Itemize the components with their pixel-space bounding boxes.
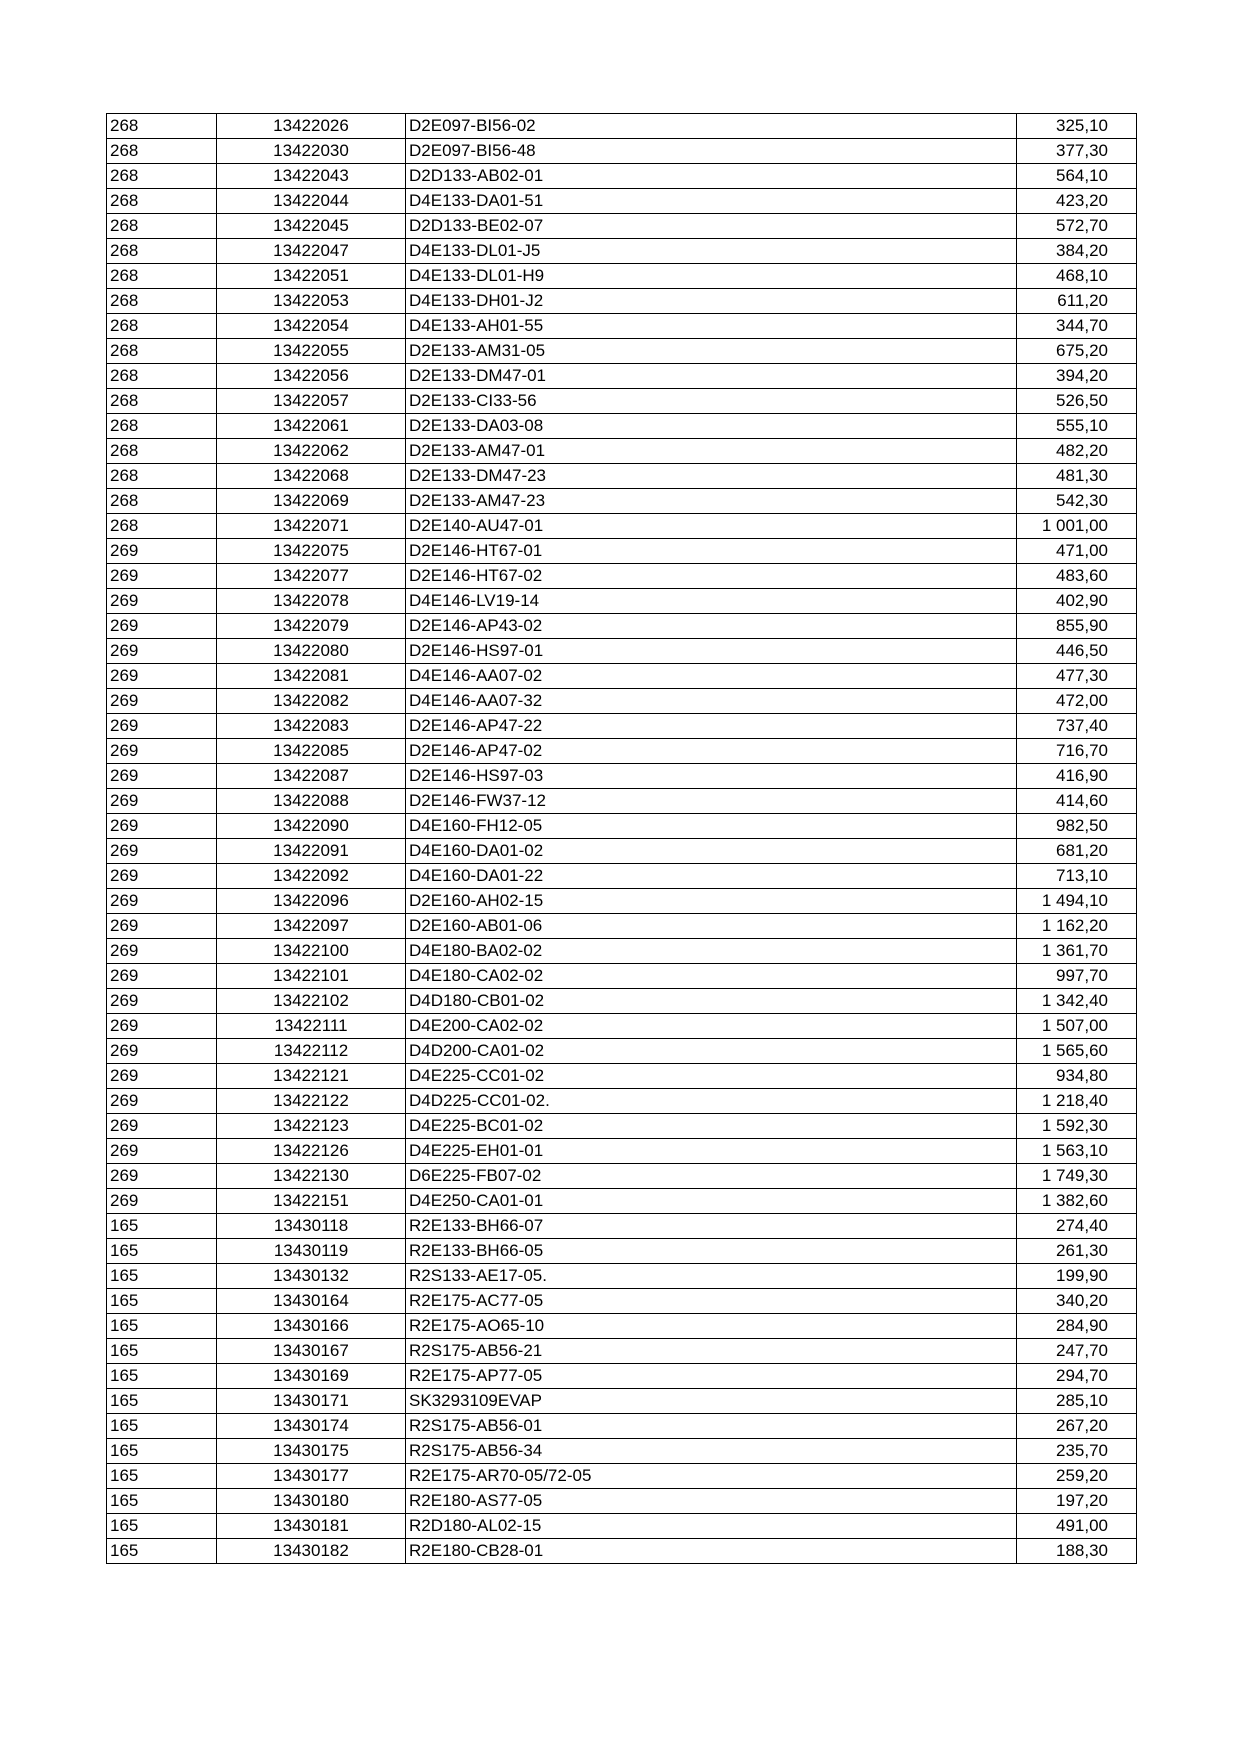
article-number-cell: 13422130 <box>217 1164 406 1189</box>
table-row <box>107 1114 1137 1139</box>
group-code-cell: 269 <box>107 789 217 814</box>
price-cell: 446,50 <box>1017 639 1137 664</box>
price-cell: 1 001,00 <box>1017 514 1137 539</box>
reference-cell: D4D200-CA01-02 <box>406 1039 1017 1064</box>
table-row <box>107 114 1137 139</box>
table-row <box>107 1239 1137 1264</box>
price-cell: 716,70 <box>1017 739 1137 764</box>
reference-cell: D4E200-CA02-02 <box>406 1014 1017 1039</box>
group-code-cell: 269 <box>107 1089 217 1114</box>
table-row <box>107 764 1137 789</box>
group-code-cell: 268 <box>107 314 217 339</box>
table-row <box>107 639 1137 664</box>
group-code-cell: 269 <box>107 564 217 589</box>
article-number-cell: 13430169 <box>217 1364 406 1389</box>
table-row <box>107 939 1137 964</box>
price-cell: 997,70 <box>1017 964 1137 989</box>
article-number-cell: 13430166 <box>217 1314 406 1339</box>
group-code-cell: 268 <box>107 239 217 264</box>
group-code-cell: 269 <box>107 714 217 739</box>
table-row <box>107 1314 1137 1339</box>
table-row <box>107 789 1137 814</box>
price-cell: 384,20 <box>1017 239 1137 264</box>
table-row <box>107 514 1137 539</box>
reference-cell: R2E175-AP77-05 <box>406 1364 1017 1389</box>
article-number-cell: 13422097 <box>217 914 406 939</box>
table-row <box>107 1414 1137 1439</box>
table-row <box>107 314 1137 339</box>
table-row <box>107 1164 1137 1189</box>
price-cell: 1 494,10 <box>1017 889 1137 914</box>
reference-cell: D4E133-DA01-51 <box>406 189 1017 214</box>
reference-cell: D4E146-AA07-32 <box>406 689 1017 714</box>
price-cell: 259,20 <box>1017 1464 1137 1489</box>
article-number-cell: 13422055 <box>217 339 406 364</box>
price-cell: 1 749,30 <box>1017 1164 1137 1189</box>
price-cell: 675,20 <box>1017 339 1137 364</box>
group-code-cell: 165 <box>107 1239 217 1264</box>
group-code-cell: 268 <box>107 164 217 189</box>
table-row <box>107 414 1137 439</box>
group-code-cell: 269 <box>107 689 217 714</box>
group-code-cell: 268 <box>107 514 217 539</box>
price-cell: 235,70 <box>1017 1439 1137 1464</box>
article-number-cell: 13422068 <box>217 464 406 489</box>
table-row <box>107 464 1137 489</box>
reference-cell: D4E160-DA01-02 <box>406 839 1017 864</box>
group-code-cell: 165 <box>107 1514 217 1539</box>
reference-cell: R2S175-AB56-34 <box>406 1439 1017 1464</box>
table-row <box>107 839 1137 864</box>
reference-cell: D4D225-CC01-02. <box>406 1089 1017 1114</box>
group-code-cell: 269 <box>107 539 217 564</box>
group-code-cell: 165 <box>107 1214 217 1239</box>
reference-cell: D2E146-AP47-02 <box>406 739 1017 764</box>
group-code-cell: 269 <box>107 939 217 964</box>
article-number-cell: 13422062 <box>217 439 406 464</box>
article-number-cell: 13422043 <box>217 164 406 189</box>
article-number-cell: 13422047 <box>217 239 406 264</box>
price-cell: 340,20 <box>1017 1289 1137 1314</box>
table-row <box>107 664 1137 689</box>
table-row <box>107 589 1137 614</box>
price-cell: 468,10 <box>1017 264 1137 289</box>
price-cell: 737,40 <box>1017 714 1137 739</box>
table-row <box>107 339 1137 364</box>
reference-cell: D4E146-AA07-02 <box>406 664 1017 689</box>
article-number-cell: 13422083 <box>217 714 406 739</box>
reference-cell: R2E133-BH66-07 <box>406 1214 1017 1239</box>
price-cell: 483,60 <box>1017 564 1137 589</box>
table-row <box>107 1339 1137 1364</box>
reference-cell: D2E133-CI33-56 <box>406 389 1017 414</box>
article-number-cell: 13422069 <box>217 489 406 514</box>
article-number-cell: 13422091 <box>217 839 406 864</box>
article-number-cell: 13422100 <box>217 939 406 964</box>
article-number-cell: 13422078 <box>217 589 406 614</box>
price-cell: 247,70 <box>1017 1339 1137 1364</box>
article-number-cell: 13430181 <box>217 1514 406 1539</box>
reference-cell: R2E133-BH66-05 <box>406 1239 1017 1264</box>
article-number-cell: 13422092 <box>217 864 406 889</box>
article-number-cell: 13422111 <box>217 1014 406 1039</box>
price-cell: 416,90 <box>1017 764 1137 789</box>
table-row <box>107 1264 1137 1289</box>
table-row <box>107 389 1137 414</box>
reference-cell: R2E180-AS77-05 <box>406 1489 1017 1514</box>
price-cell: 1 507,00 <box>1017 1014 1137 1039</box>
group-code-cell: 269 <box>107 889 217 914</box>
group-code-cell: 269 <box>107 589 217 614</box>
table-row <box>107 1389 1137 1414</box>
group-code-cell: 268 <box>107 414 217 439</box>
article-number-cell: 13422101 <box>217 964 406 989</box>
table-row <box>107 489 1137 514</box>
table-row <box>107 139 1137 164</box>
reference-cell: R2S175-AB56-01 <box>406 1414 1017 1439</box>
group-code-cell: 269 <box>107 1039 217 1064</box>
group-code-cell: 268 <box>107 364 217 389</box>
article-number-cell: 13430171 <box>217 1389 406 1414</box>
table-row <box>107 1139 1137 1164</box>
price-cell: 423,20 <box>1017 189 1137 214</box>
article-number-cell: 13422102 <box>217 989 406 1014</box>
reference-cell: D4E225-BC01-02 <box>406 1114 1017 1139</box>
article-number-cell: 13430119 <box>217 1239 406 1264</box>
group-code-cell: 269 <box>107 964 217 989</box>
reference-cell: R2S175-AB56-21 <box>406 1339 1017 1364</box>
reference-cell: D4E225-EH01-01 <box>406 1139 1017 1164</box>
price-cell: 1 361,70 <box>1017 939 1137 964</box>
article-number-cell: 13422082 <box>217 689 406 714</box>
table-row <box>107 364 1137 389</box>
reference-cell: D4E160-DA01-22 <box>406 864 1017 889</box>
price-cell: 491,00 <box>1017 1514 1137 1539</box>
table-row <box>107 1514 1137 1539</box>
table-row <box>107 714 1137 739</box>
group-code-cell: 269 <box>107 1139 217 1164</box>
reference-cell: D4E225-CC01-02 <box>406 1064 1017 1089</box>
table-row <box>107 989 1137 1014</box>
reference-cell: D4D180-CB01-02 <box>406 989 1017 1014</box>
price-cell: 267,20 <box>1017 1414 1137 1439</box>
article-number-cell: 13422044 <box>217 189 406 214</box>
reference-cell: D4E146-LV19-14 <box>406 589 1017 614</box>
article-number-cell: 13430132 <box>217 1264 406 1289</box>
price-cell: 197,20 <box>1017 1489 1137 1514</box>
price-cell: 402,90 <box>1017 589 1137 614</box>
group-code-cell: 268 <box>107 389 217 414</box>
reference-cell: D4E160-FH12-05 <box>406 814 1017 839</box>
price-cell: 1 565,60 <box>1017 1039 1137 1064</box>
table-row <box>107 1189 1137 1214</box>
group-code-cell: 269 <box>107 839 217 864</box>
price-cell: 482,20 <box>1017 439 1137 464</box>
group-code-cell: 165 <box>107 1264 217 1289</box>
table-row <box>107 1439 1137 1464</box>
group-code-cell: 269 <box>107 614 217 639</box>
article-number-cell: 13422056 <box>217 364 406 389</box>
group-code-cell: 165 <box>107 1414 217 1439</box>
price-cell: 294,70 <box>1017 1364 1137 1389</box>
group-code-cell: 268 <box>107 439 217 464</box>
table-row <box>107 1214 1137 1239</box>
price-cell: 377,30 <box>1017 139 1137 164</box>
article-number-cell: 13430167 <box>217 1339 406 1364</box>
group-code-cell: 165 <box>107 1464 217 1489</box>
reference-cell: D2E146-HT67-01 <box>406 539 1017 564</box>
article-number-cell: 13430175 <box>217 1439 406 1464</box>
price-cell: 261,30 <box>1017 1239 1137 1264</box>
reference-cell: R2S133-AE17-05. <box>406 1264 1017 1289</box>
article-number-cell: 13422026 <box>217 114 406 139</box>
reference-cell: R2D180-AL02-15 <box>406 1514 1017 1539</box>
reference-cell: D4E133-DH01-J2 <box>406 289 1017 314</box>
article-number-cell: 13422085 <box>217 739 406 764</box>
article-number-cell: 13422096 <box>217 889 406 914</box>
table-row <box>107 1039 1137 1064</box>
price-cell: 934,80 <box>1017 1064 1137 1089</box>
price-cell: 284,90 <box>1017 1314 1137 1339</box>
article-number-cell: 13422088 <box>217 789 406 814</box>
group-code-cell: 268 <box>107 289 217 314</box>
reference-cell: D2E133-DM47-23 <box>406 464 1017 489</box>
article-number-cell: 13422045 <box>217 214 406 239</box>
table-row <box>107 1489 1137 1514</box>
article-number-cell: 13422151 <box>217 1189 406 1214</box>
article-number-cell: 13430177 <box>217 1464 406 1489</box>
price-cell: 555,10 <box>1017 414 1137 439</box>
price-cell: 394,20 <box>1017 364 1137 389</box>
table-row <box>107 1014 1137 1039</box>
price-cell: 713,10 <box>1017 864 1137 889</box>
reference-cell: D6E225-FB07-02 <box>406 1164 1017 1189</box>
reference-cell: D4E180-BA02-02 <box>406 939 1017 964</box>
article-number-cell: 13430164 <box>217 1289 406 1314</box>
reference-cell: D2D133-AB02-01 <box>406 164 1017 189</box>
price-cell: 414,60 <box>1017 789 1137 814</box>
reference-cell: D2E133-DA03-08 <box>406 414 1017 439</box>
price-cell: 572,70 <box>1017 214 1137 239</box>
price-cell: 477,30 <box>1017 664 1137 689</box>
reference-cell: D4E250-CA01-01 <box>406 1189 1017 1214</box>
article-number-cell: 13430180 <box>217 1489 406 1514</box>
article-number-cell: 13422121 <box>217 1064 406 1089</box>
table-row <box>107 739 1137 764</box>
article-number-cell: 13422061 <box>217 414 406 439</box>
table-row <box>107 1089 1137 1114</box>
price-cell: 188,30 <box>1017 1539 1137 1564</box>
price-cell: 274,40 <box>1017 1214 1137 1239</box>
reference-cell: R2E175-AO65-10 <box>406 1314 1017 1339</box>
price-cell: 681,20 <box>1017 839 1137 864</box>
price-cell: 285,10 <box>1017 1389 1137 1414</box>
reference-cell: D2D133-BE02-07 <box>406 214 1017 239</box>
reference-cell: SK3293109EVAP <box>406 1389 1017 1414</box>
group-code-cell: 268 <box>107 114 217 139</box>
group-code-cell: 269 <box>107 1114 217 1139</box>
table-row <box>107 964 1137 989</box>
table-row <box>107 914 1137 939</box>
article-number-cell: 13422053 <box>217 289 406 314</box>
group-code-cell: 269 <box>107 864 217 889</box>
article-number-cell: 13422079 <box>217 614 406 639</box>
article-number-cell: 13422087 <box>217 764 406 789</box>
price-cell: 1 592,30 <box>1017 1114 1137 1139</box>
article-number-cell: 13422090 <box>217 814 406 839</box>
article-number-cell: 13422030 <box>217 139 406 164</box>
article-number-cell: 13430118 <box>217 1214 406 1239</box>
group-code-cell: 268 <box>107 489 217 514</box>
table-row <box>107 1539 1137 1564</box>
reference-cell: D2E097-BI56-02 <box>406 114 1017 139</box>
price-cell: 1 382,60 <box>1017 1189 1137 1214</box>
reference-cell: D4E133-DL01-H9 <box>406 264 1017 289</box>
group-code-cell: 268 <box>107 464 217 489</box>
group-code-cell: 269 <box>107 639 217 664</box>
article-number-cell: 13422123 <box>217 1114 406 1139</box>
reference-cell: D2E146-HS97-01 <box>406 639 1017 664</box>
table-row <box>107 214 1137 239</box>
price-cell: 199,90 <box>1017 1264 1137 1289</box>
price-cell: 472,00 <box>1017 689 1137 714</box>
reference-cell: D2E140-AU47-01 <box>406 514 1017 539</box>
price-cell: 471,00 <box>1017 539 1137 564</box>
reference-cell: D2E146-FW37-12 <box>406 789 1017 814</box>
reference-cell: D4E133-DL01-J5 <box>406 239 1017 264</box>
reference-cell: D2E146-HS97-03 <box>406 764 1017 789</box>
price-cell: 481,30 <box>1017 464 1137 489</box>
article-number-cell: 13422054 <box>217 314 406 339</box>
price-cell: 344,70 <box>1017 314 1137 339</box>
price-cell: 982,50 <box>1017 814 1137 839</box>
group-code-cell: 269 <box>107 814 217 839</box>
group-code-cell: 165 <box>107 1314 217 1339</box>
group-code-cell: 269 <box>107 1014 217 1039</box>
price-table <box>106 113 1137 1564</box>
article-number-cell: 13430182 <box>217 1539 406 1564</box>
group-code-cell: 165 <box>107 1539 217 1564</box>
reference-cell: R2E180-CB28-01 <box>406 1539 1017 1564</box>
table-row <box>107 689 1137 714</box>
price-cell: 1 162,20 <box>1017 914 1137 939</box>
price-cell: 1 218,40 <box>1017 1089 1137 1114</box>
group-code-cell: 268 <box>107 189 217 214</box>
group-code-cell: 269 <box>107 1164 217 1189</box>
group-code-cell: 269 <box>107 989 217 1014</box>
price-cell: 526,50 <box>1017 389 1137 414</box>
price-cell: 325,10 <box>1017 114 1137 139</box>
group-code-cell: 165 <box>107 1339 217 1364</box>
article-number-cell: 13422080 <box>217 639 406 664</box>
table-row <box>107 814 1137 839</box>
table-row <box>107 564 1137 589</box>
table-row <box>107 1289 1137 1314</box>
group-code-cell: 269 <box>107 1189 217 1214</box>
article-number-cell: 13422126 <box>217 1139 406 1164</box>
price-cell: 564,10 <box>1017 164 1137 189</box>
reference-cell: D2E133-AM47-01 <box>406 439 1017 464</box>
reference-cell: D2E133-AM47-23 <box>406 489 1017 514</box>
group-code-cell: 268 <box>107 264 217 289</box>
table-row <box>107 1464 1137 1489</box>
price-cell: 1 342,40 <box>1017 989 1137 1014</box>
table-row <box>107 1064 1137 1089</box>
price-cell: 855,90 <box>1017 614 1137 639</box>
price-cell: 611,20 <box>1017 289 1137 314</box>
group-code-cell: 269 <box>107 764 217 789</box>
group-code-cell: 165 <box>107 1289 217 1314</box>
table-row <box>107 1364 1137 1389</box>
table-row <box>107 864 1137 889</box>
article-number-cell: 13422112 <box>217 1039 406 1064</box>
reference-cell: D2E146-HT67-02 <box>406 564 1017 589</box>
article-number-cell: 13422077 <box>217 564 406 589</box>
group-code-cell: 269 <box>107 739 217 764</box>
price-cell: 542,30 <box>1017 489 1137 514</box>
article-number-cell: 13422057 <box>217 389 406 414</box>
group-code-cell: 165 <box>107 1489 217 1514</box>
article-number-cell: 13422122 <box>217 1089 406 1114</box>
table-row <box>107 239 1137 264</box>
table-row <box>107 289 1137 314</box>
article-number-cell: 13422075 <box>217 539 406 564</box>
group-code-cell: 165 <box>107 1439 217 1464</box>
reference-cell: D2E160-AB01-06 <box>406 914 1017 939</box>
price-cell: 1 563,10 <box>1017 1139 1137 1164</box>
article-number-cell: 13422081 <box>217 664 406 689</box>
group-code-cell: 268 <box>107 214 217 239</box>
reference-cell: R2E175-AR70-05/72-05 <box>406 1464 1017 1489</box>
table-row <box>107 164 1137 189</box>
reference-cell: D4E180-CA02-02 <box>406 964 1017 989</box>
group-code-cell: 268 <box>107 339 217 364</box>
reference-cell: D2E146-AP47-22 <box>406 714 1017 739</box>
reference-cell: D2E160-AH02-15 <box>406 889 1017 914</box>
table-row <box>107 439 1137 464</box>
table-body <box>107 114 1137 1564</box>
table-row <box>107 889 1137 914</box>
group-code-cell: 269 <box>107 914 217 939</box>
article-number-cell: 13422051 <box>217 264 406 289</box>
article-number-cell: 13430174 <box>217 1414 406 1439</box>
table-row <box>107 189 1137 214</box>
reference-cell: D2E146-AP43-02 <box>406 614 1017 639</box>
reference-cell: D4E133-AH01-55 <box>406 314 1017 339</box>
table-row <box>107 539 1137 564</box>
reference-cell: R2E175-AC77-05 <box>406 1289 1017 1314</box>
group-code-cell: 268 <box>107 139 217 164</box>
article-number-cell: 13422071 <box>217 514 406 539</box>
group-code-cell: 165 <box>107 1364 217 1389</box>
table-row <box>107 264 1137 289</box>
group-code-cell: 269 <box>107 1064 217 1089</box>
reference-cell: D2E133-AM31-05 <box>406 339 1017 364</box>
group-code-cell: 165 <box>107 1389 217 1414</box>
group-code-cell: 269 <box>107 664 217 689</box>
reference-cell: D2E133-DM47-01 <box>406 364 1017 389</box>
reference-cell: D2E097-BI56-48 <box>406 139 1017 164</box>
table-row <box>107 614 1137 639</box>
